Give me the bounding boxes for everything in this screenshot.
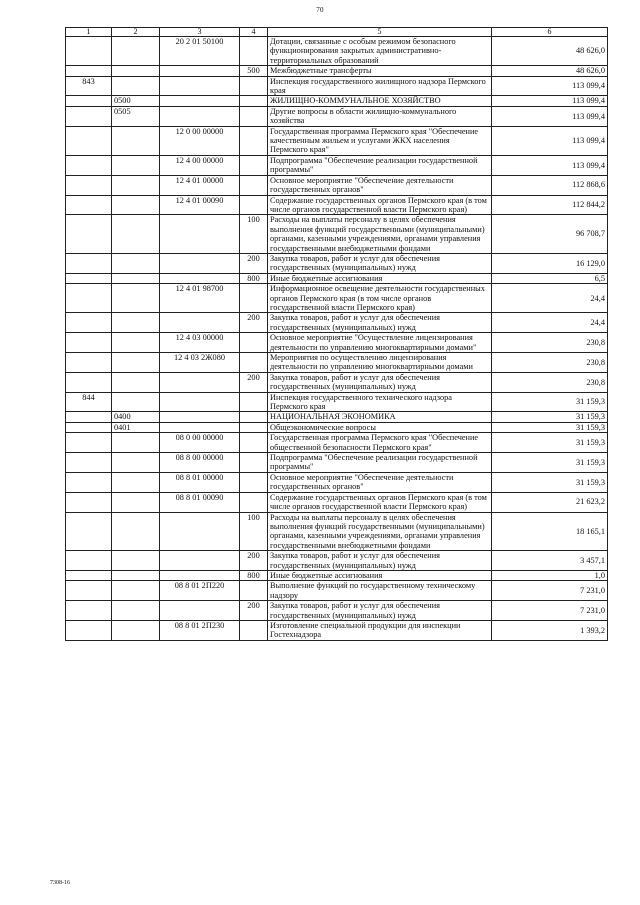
table-row <box>66 175 608 195</box>
amount-cell: 7 231,0 <box>492 581 608 601</box>
target-article-cell <box>160 392 240 412</box>
section-code-cell <box>112 253 160 273</box>
table-row <box>66 581 608 601</box>
amount-cell: 31 159,3 <box>492 453 608 473</box>
amount-cell: 48 626,0 <box>492 66 608 76</box>
admin-code-cell <box>66 372 112 392</box>
table-row <box>66 353 608 373</box>
table-row <box>66 333 608 353</box>
amount-cell: 31 159,3 <box>492 412 608 422</box>
section-code-cell <box>112 492 160 512</box>
admin-code-cell <box>66 313 112 333</box>
target-article-cell <box>160 422 240 432</box>
section-code-cell <box>112 512 160 551</box>
budget-table <box>65 27 608 641</box>
description-cell: Содержание государственных органов Пермского края (в том числе органов государственной власти Пермского края) <box>268 195 492 215</box>
admin-code-cell <box>66 37 112 66</box>
description-cell: Мероприятия по осуществлению лицензирования деятельности по управлению многоквартирными домами <box>268 353 492 373</box>
admin-code-cell <box>66 601 112 621</box>
target-article-cell <box>160 551 240 571</box>
description-cell: Содержание государственных органов Пермского края (в том числе органов государственной власти Пермского края) <box>268 492 492 512</box>
target-article-cell: 12 4 01 98700 <box>160 284 240 313</box>
target-article-cell: 12 4 01 00000 <box>160 175 240 195</box>
description-cell: Выполнение функций по государственному техническому надзору <box>268 581 492 601</box>
section-code-cell: 0505 <box>112 106 160 126</box>
table-row <box>66 372 608 392</box>
description-cell: Инспекция государственного жилищного надзора Пермского края <box>268 76 492 96</box>
target-article-cell <box>160 253 240 273</box>
expense-type-cell <box>240 195 268 215</box>
amount-cell: 96 708,7 <box>492 215 608 254</box>
admin-code-cell <box>66 472 112 492</box>
target-article-cell <box>160 96 240 106</box>
target-article-cell: 08 8 01 00000 <box>160 472 240 492</box>
description-cell: Закупка товаров, работ и услуг для обеспечения государственных (муниципальных) нужд <box>268 313 492 333</box>
amount-cell: 230,8 <box>492 333 608 353</box>
table-row <box>66 392 608 412</box>
section-code-cell: 0401 <box>112 422 160 432</box>
admin-code-cell <box>66 512 112 551</box>
admin-code-cell <box>66 253 112 273</box>
table-row <box>66 37 608 66</box>
amount-cell: 48 626,0 <box>492 37 608 66</box>
expense-type-cell <box>240 155 268 175</box>
section-code-cell <box>112 66 160 76</box>
section-code-cell <box>112 372 160 392</box>
table-row <box>66 412 608 422</box>
target-article-cell: 20 2 01 50100 <box>160 37 240 66</box>
column-header: 3 <box>160 28 240 37</box>
table-row <box>66 453 608 473</box>
target-article-cell: 08 0 00 00000 <box>160 433 240 453</box>
section-code-cell <box>112 570 160 580</box>
admin-code-cell <box>66 215 112 254</box>
section-code-cell <box>112 126 160 155</box>
column-header: 6 <box>492 28 608 37</box>
target-article-cell <box>160 313 240 333</box>
table-row <box>66 215 608 254</box>
description-cell: Закупка товаров, работ и услуг для обеспечения государственных (муниципальных) нужд <box>268 551 492 571</box>
expense-type-cell: 200 <box>240 313 268 333</box>
amount-cell: 16 129,0 <box>492 253 608 273</box>
expense-type-cell <box>240 76 268 96</box>
amount-cell: 113 099,4 <box>492 76 608 96</box>
admin-code-cell <box>66 422 112 432</box>
description-cell: Межбюджетные трансферты <box>268 66 492 76</box>
description-cell: Иные бюджетные ассигнования <box>268 570 492 580</box>
description-cell: Государственная программа Пермского края "Обеспечение общественной безопасности Пермского края" <box>268 433 492 453</box>
expense-type-cell <box>240 433 268 453</box>
section-code-cell <box>112 76 160 96</box>
target-article-cell: 08 8 00 00000 <box>160 453 240 473</box>
table-row <box>66 433 608 453</box>
amount-cell: 1 393,2 <box>492 620 608 640</box>
amount-cell: 24,4 <box>492 313 608 333</box>
column-header: 5 <box>268 28 492 37</box>
table-header-row <box>66 28 608 37</box>
budget-table-body <box>66 28 608 641</box>
section-code-cell <box>112 284 160 313</box>
table-row <box>66 551 608 571</box>
admin-code-cell <box>66 273 112 283</box>
expense-type-cell <box>240 422 268 432</box>
target-article-cell <box>160 570 240 580</box>
expense-type-cell: 200 <box>240 372 268 392</box>
section-code-cell <box>112 313 160 333</box>
expense-type-cell <box>240 412 268 422</box>
expense-type-cell: 200 <box>240 601 268 621</box>
table-row <box>66 570 608 580</box>
target-article-cell: 12 4 03 2Ж080 <box>160 353 240 373</box>
amount-cell: 31 159,3 <box>492 472 608 492</box>
admin-code-cell <box>66 581 112 601</box>
expense-type-cell <box>240 37 268 66</box>
amount-cell: 113 099,4 <box>492 155 608 175</box>
section-code-cell <box>112 175 160 195</box>
target-article-cell: 08 8 01 2П220 <box>160 581 240 601</box>
column-header: 2 <box>112 28 160 37</box>
amount-cell: 113 099,4 <box>492 96 608 106</box>
section-code-cell <box>112 472 160 492</box>
expense-type-cell <box>240 581 268 601</box>
table-row <box>66 155 608 175</box>
expense-type-cell <box>240 492 268 512</box>
amount-cell: 230,8 <box>492 353 608 373</box>
section-code-cell <box>112 333 160 353</box>
section-code-cell <box>112 392 160 412</box>
description-cell: Основное мероприятие "Обеспечение деятельности государственных органов" <box>268 472 492 492</box>
target-article-cell <box>160 412 240 422</box>
description-cell: Подпрограмма "Обеспечение реализации государственной программы" <box>268 453 492 473</box>
expense-type-cell: 800 <box>240 273 268 283</box>
admin-code-cell <box>66 353 112 373</box>
admin-code-cell <box>66 492 112 512</box>
expense-type-cell <box>240 175 268 195</box>
section-code-cell <box>112 433 160 453</box>
expense-type-cell <box>240 106 268 126</box>
admin-code-cell <box>66 453 112 473</box>
amount-cell: 7 231,0 <box>492 601 608 621</box>
section-code-cell <box>112 601 160 621</box>
target-article-cell <box>160 106 240 126</box>
table-row <box>66 76 608 96</box>
description-cell: Инспекция государственного технического надзора Пермского края <box>268 392 492 412</box>
amount-cell: 3 457,1 <box>492 551 608 571</box>
description-cell: Подпрограмма "Обеспечение реализации государственной программы" <box>268 155 492 175</box>
target-article-cell <box>160 273 240 283</box>
description-cell: Другие вопросы в области жилищно-коммунального хозяйства <box>268 106 492 126</box>
target-article-cell: 12 4 00 00000 <box>160 155 240 175</box>
section-code-cell: 0400 <box>112 412 160 422</box>
expense-type-cell: 500 <box>240 66 268 76</box>
target-article-cell: 12 0 00 00000 <box>160 126 240 155</box>
admin-code-cell <box>66 126 112 155</box>
amount-cell: 24,4 <box>492 284 608 313</box>
footer-document-code: 7308-16 <box>50 880 70 886</box>
amount-cell: 21 623,2 <box>492 492 608 512</box>
table-row <box>66 313 608 333</box>
section-code-cell <box>112 551 160 571</box>
description-cell: Основное мероприятие "Осуществление лицензирования деятельности по управлению многоквартирными домами" <box>268 333 492 353</box>
section-code-cell <box>112 273 160 283</box>
expense-type-cell <box>240 453 268 473</box>
expense-type-cell: 100 <box>240 215 268 254</box>
admin-code-cell <box>66 155 112 175</box>
amount-cell: 1,0 <box>492 570 608 580</box>
section-code-cell <box>112 581 160 601</box>
table-row <box>66 620 608 640</box>
amount-cell: 6,5 <box>492 273 608 283</box>
admin-code-cell <box>66 433 112 453</box>
description-cell: Дотации, связанные с особым режимом безопасного функционирования закрытых административно-территориальных образований <box>268 37 492 66</box>
description-cell: НАЦИОНАЛЬНАЯ ЭКОНОМИКА <box>268 412 492 422</box>
description-cell: Изготовление специальной продукции для инспекции Гостехнадзора <box>268 620 492 640</box>
target-article-cell: 08 8 01 2П230 <box>160 620 240 640</box>
expense-type-cell: 800 <box>240 570 268 580</box>
admin-code-cell: 843 <box>66 76 112 96</box>
description-cell: Закупка товаров, работ и услуг для обеспечения государственных (муниципальных) нужд <box>268 601 492 621</box>
amount-cell: 112 844,2 <box>492 195 608 215</box>
table-row <box>66 512 608 551</box>
admin-code-cell <box>66 195 112 215</box>
section-code-cell <box>112 155 160 175</box>
target-article-cell <box>160 512 240 551</box>
admin-code-cell <box>66 96 112 106</box>
expense-type-cell <box>240 126 268 155</box>
table-row <box>66 126 608 155</box>
expense-type-cell <box>240 333 268 353</box>
section-code-cell <box>112 195 160 215</box>
admin-code-cell <box>66 620 112 640</box>
admin-code-cell <box>66 284 112 313</box>
admin-code-cell <box>66 66 112 76</box>
expense-type-cell <box>240 472 268 492</box>
description-cell: Государственная программа Пермского края "Обеспечение качественным жильем и услугами ЖКХ населения Пермского края" <box>268 126 492 155</box>
section-code-cell <box>112 353 160 373</box>
admin-code-cell <box>66 106 112 126</box>
section-code-cell <box>112 215 160 254</box>
admin-code-cell <box>66 333 112 353</box>
amount-cell: 230,8 <box>492 372 608 392</box>
description-cell: Основное мероприятие "Обеспечение деятельности государственных органов" <box>268 175 492 195</box>
table-row <box>66 472 608 492</box>
admin-code-cell: 844 <box>66 392 112 412</box>
target-article-cell: 12 4 03 00000 <box>160 333 240 353</box>
table-row <box>66 96 608 106</box>
expense-type-cell <box>240 620 268 640</box>
column-header: 1 <box>66 28 112 37</box>
table-row <box>66 284 608 313</box>
description-cell: Расходы на выплаты персоналу в целях обеспечения выполнения функций государственными (муниципальными) органами, казенными учреждениями, органами управления государственными внебюджетными фондами <box>268 512 492 551</box>
target-article-cell <box>160 215 240 254</box>
amount-cell: 31 159,3 <box>492 433 608 453</box>
target-article-cell <box>160 601 240 621</box>
expense-type-cell <box>240 284 268 313</box>
expense-type-cell <box>240 353 268 373</box>
amount-cell: 113 099,4 <box>492 126 608 155</box>
target-article-cell <box>160 76 240 96</box>
section-code-cell <box>112 37 160 66</box>
target-article-cell <box>160 372 240 392</box>
target-article-cell <box>160 66 240 76</box>
admin-code-cell <box>66 412 112 422</box>
page-number: 70 <box>316 6 324 14</box>
table-row <box>66 253 608 273</box>
amount-cell: 18 165,1 <box>492 512 608 551</box>
amount-cell: 113 099,4 <box>492 106 608 126</box>
target-article-cell: 08 8 01 00090 <box>160 492 240 512</box>
table-row <box>66 195 608 215</box>
description-cell: Общеэкономические вопросы <box>268 422 492 432</box>
admin-code-cell <box>66 175 112 195</box>
description-cell: ЖИЛИЩНО-КОММУНАЛЬНОЕ ХОЗЯЙСТВО <box>268 96 492 106</box>
admin-code-cell <box>66 551 112 571</box>
expense-type-cell <box>240 96 268 106</box>
amount-cell: 31 159,3 <box>492 392 608 412</box>
table-row <box>66 601 608 621</box>
description-cell: Закупка товаров, работ и услуг для обеспечения государственных (муниципальных) нужд <box>268 253 492 273</box>
amount-cell: 31 159,3 <box>492 422 608 432</box>
table-row <box>66 106 608 126</box>
table-row <box>66 422 608 432</box>
description-cell: Расходы на выплаты персоналу в целях обеспечения выполнения функций государственными (муниципальными) органами, казенными учреждениями, органами управления государственными внебюджетными фондами <box>268 215 492 254</box>
expense-type-cell: 100 <box>240 512 268 551</box>
amount-cell: 112 868,6 <box>492 175 608 195</box>
description-cell: Информационное освещение деятельности государственных органов Пермского края (в том числе органов государственной власти Пермского края) <box>268 284 492 313</box>
section-code-cell <box>112 620 160 640</box>
section-code-cell <box>112 453 160 473</box>
section-code-cell: 0500 <box>112 96 160 106</box>
table-row <box>66 66 608 76</box>
expense-type-cell: 200 <box>240 551 268 571</box>
table-row <box>66 273 608 283</box>
target-article-cell: 12 4 01 00090 <box>160 195 240 215</box>
table-row <box>66 492 608 512</box>
admin-code-cell <box>66 570 112 580</box>
expense-type-cell: 200 <box>240 253 268 273</box>
description-cell: Иные бюджетные ассигнования <box>268 273 492 283</box>
description-cell: Закупка товаров, работ и услуг для обеспечения государственных (муниципальных) нужд <box>268 372 492 392</box>
column-header: 4 <box>240 28 268 37</box>
expense-type-cell <box>240 392 268 412</box>
